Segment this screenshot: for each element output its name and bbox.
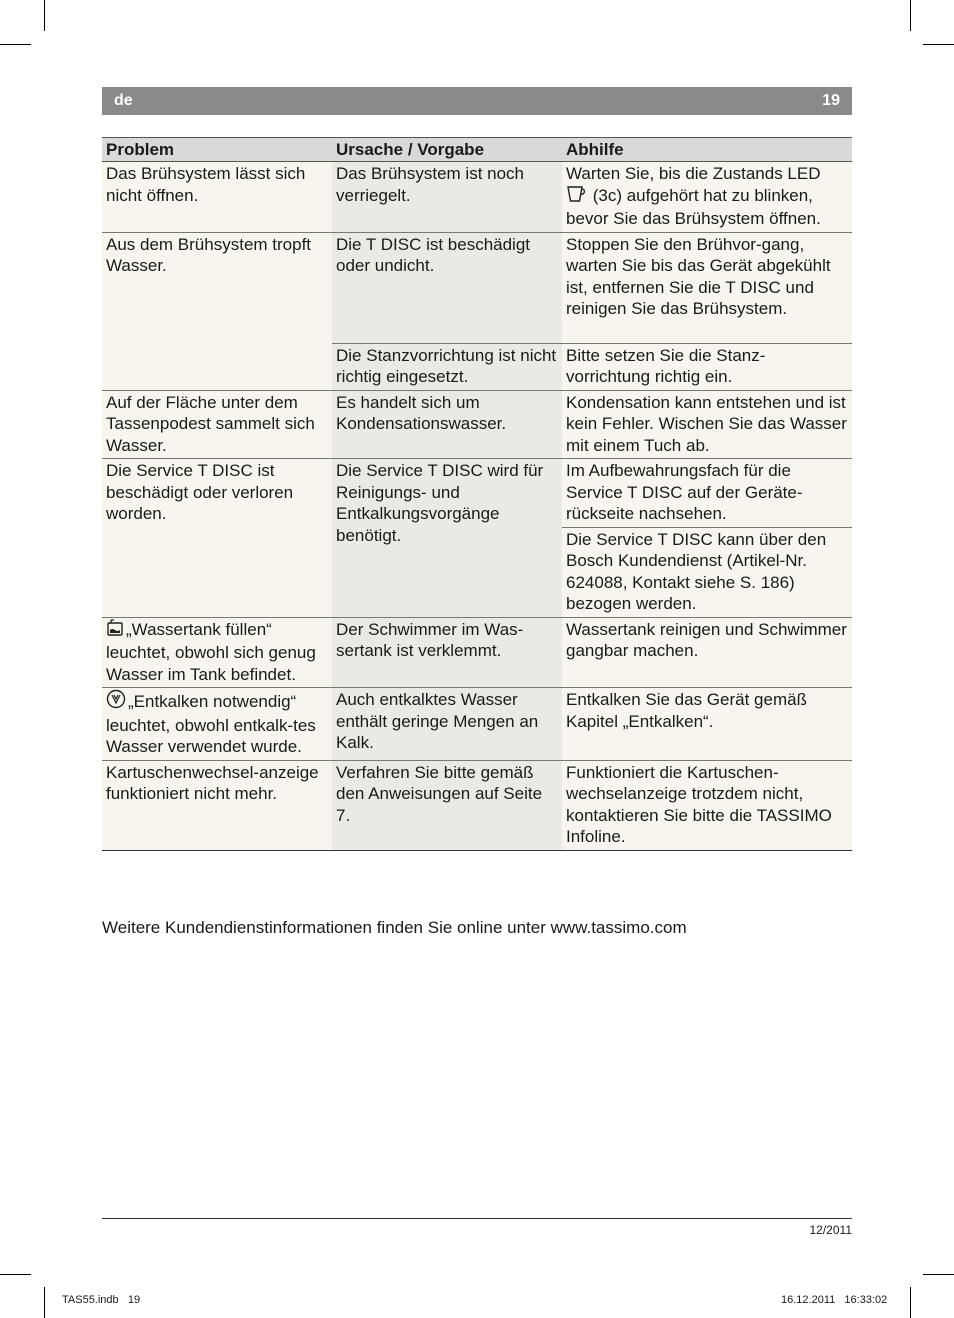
crop-mark <box>910 0 911 31</box>
crop-mark <box>923 1274 954 1275</box>
cause-cell: Es handelt sich um Kondensationswasser. <box>332 390 562 459</box>
customer-service-info: Weitere Kundendienstinformationen finden Sie online unter www.tassimo.com <box>102 918 687 937</box>
cause-cell: Verfahren Sie bitte gemäß den Anweisungen auf Seite 7. <box>332 760 562 850</box>
problem-cell <box>102 688 332 761</box>
remedy-cell: Funktioniert die Kartuschen-wechselanzeige trotzdem nicht, kontaktieren Sie bitte die TASSIMO Infoline. <box>562 760 852 850</box>
cause-cell: Die Service T DISC wird für Reinigungs- und Entkalkungsvorgänge benötigt. <box>332 459 562 618</box>
remedy-cell: Entkalken Sie das Gerät gemäß Kapitel „Entkalken“. <box>562 688 852 761</box>
remedy-cell: Die Service T DISC kann über den Bosch Kundendienst (Artikel-Nr. 624088, Kontakt siehe S. 186) bezogen werden. <box>562 527 852 617</box>
language-code: de <box>114 92 133 109</box>
crop-mark <box>44 1287 45 1318</box>
crop-mark <box>0 44 31 45</box>
crop-mark <box>0 1274 31 1275</box>
problem-cell: Kartuschenwechsel-anzeige funktioniert nicht mehr. <box>102 760 332 850</box>
page-header <box>102 87 852 115</box>
problem-text: „Entkalken notwendig“ leuchtet, obwohl entkalk-tes Wasser verwendet wurde. <box>106 692 316 756</box>
table-row <box>102 459 852 528</box>
print-slug-timestamp: 16.12.2011 16:33:02 <box>781 1294 888 1306</box>
cause-cell: Die T DISC ist beschädigt oder undicht. <box>332 232 562 343</box>
remedy-cell <box>562 162 852 233</box>
water-tank-icon <box>106 619 124 643</box>
problem-cell: Aus dem Brühsystem tropft Wasser. <box>102 232 332 390</box>
crop-mark <box>910 1287 911 1318</box>
cause-cell: Der Schwimmer im Was-sertank ist verklemmt. <box>332 617 562 688</box>
date-code: 12/2011 <box>809 1223 852 1237</box>
footer-divider <box>102 1218 852 1219</box>
table-row <box>102 760 852 850</box>
remedy-cell: Kondensation kann entstehen und ist kein Fehler. Wischen Sie das Wasser mit einem Tuch ab. <box>562 390 852 459</box>
table-row <box>102 232 852 343</box>
problem-cell: Die Service T DISC ist beschädigt oder verloren worden. <box>102 459 332 618</box>
remedy-text: (3c) aufgehört hat zu blinken, bevor Sie das Brühsystem öffnen. <box>566 185 821 228</box>
problem-cell <box>102 617 332 688</box>
print-slug-file: TAS55.indb 19 <box>62 1294 141 1306</box>
cup-led-icon <box>566 185 586 209</box>
troubleshooting-table <box>102 137 852 851</box>
table-row <box>102 688 852 761</box>
problem-cell: Auf der Fläche unter dem Tassenpodest sammelt sich Wasser. <box>102 390 332 459</box>
column-header-problem: Problem <box>102 138 332 162</box>
remedy-cell: Stoppen Sie den Brühvor-gang, warten Sie bis das Gerät abgekühlt ist, entfernen Sie die T DISC und reinigen Sie das Brühsystem. <box>562 232 852 343</box>
table-row <box>102 162 852 233</box>
cause-cell: Das Brühsystem ist noch verriegelt. <box>332 162 562 233</box>
remedy-text: Warten Sie, bis die Zustands LED <box>566 164 821 183</box>
table-row <box>102 617 852 688</box>
column-header-remedy: Abhilfe <box>562 138 852 162</box>
problem-text: „Wassertank füllen“ leuchtet, obwohl sich genug Wasser im Tank befindet. <box>106 619 316 684</box>
remedy-cell: Im Aufbewahrungsfach für die Service T DISC auf der Geräte-rückseite nachsehen. <box>562 459 852 528</box>
crop-mark <box>923 44 954 45</box>
remedy-cell: Bitte setzen Sie die Stanz-vorrichtung richtig ein. <box>562 343 852 390</box>
column-header-cause: Ursache / Vorgabe <box>332 138 562 162</box>
page-number: 19 <box>822 92 840 109</box>
crop-mark <box>44 0 45 31</box>
descale-icon <box>106 689 126 715</box>
remedy-cell: Wassertank reinigen und Schwimmer gangbar machen. <box>562 617 852 688</box>
problem-cell: Das Brühsystem lässt sich nicht öffnen. <box>102 162 332 233</box>
table-row <box>102 390 852 459</box>
table-header-row <box>102 138 852 162</box>
cause-cell: Auch entkalktes Wasser enthält geringe Mengen an Kalk. <box>332 688 562 761</box>
cause-cell: Die Stanzvorrichtung ist nicht richtig eingesetzt. <box>332 343 562 390</box>
